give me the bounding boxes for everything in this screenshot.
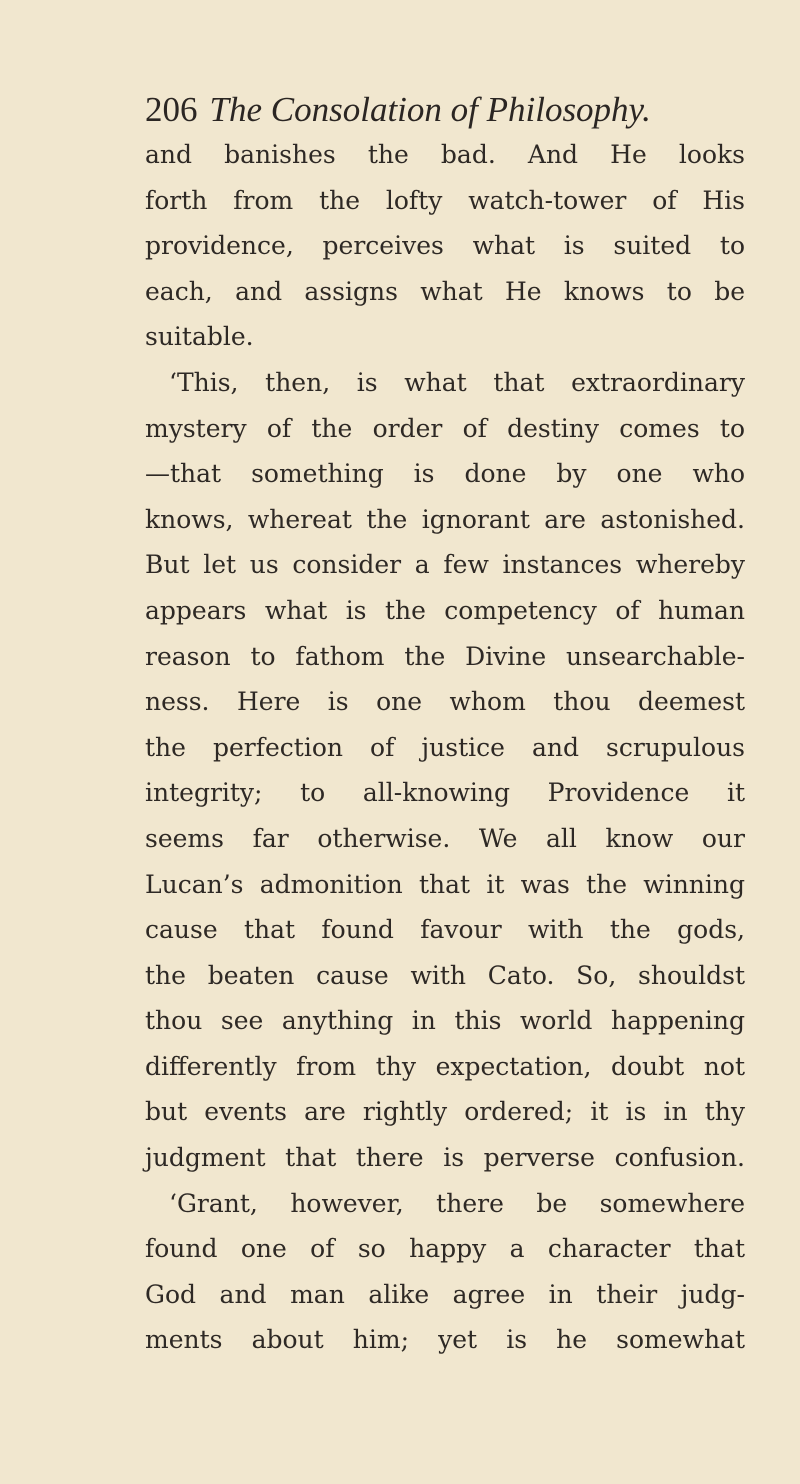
text-line: ments about him; yet is he somewhat <box>145 1325 745 1355</box>
text-line: reason to fathom the Divine unsearchable- <box>145 641 745 671</box>
body-text <box>145 132 745 1363</box>
text-line: thou see anything in this world happening <box>145 1006 745 1036</box>
text-line: and banishes the bad. And He looks <box>145 140 745 169</box>
text-line: the beaten cause with Cato. So, shouldst <box>145 960 745 990</box>
text-line: mystery of the order of destiny comes to <box>145 413 745 443</box>
text-line: providence, perceives what is suited to <box>145 231 745 261</box>
text-line: knows, whereat the ignorant are astonished. <box>145 504 745 534</box>
text-line: integrity; to all-knowing Providence it <box>145 778 745 808</box>
text-line: ‘This, then, is what that extraordinary <box>169 367 745 397</box>
text-line: —that something is done by one who <box>145 459 745 489</box>
text-line: differently from thy expectation, doubt not <box>145 1051 745 1081</box>
text-line: appears what is the competency of human <box>145 595 745 625</box>
text-line: ‘Grant, however, there be somewhere <box>169 1188 745 1218</box>
text-line: but events are rightly ordered; it is in thy <box>145 1097 745 1127</box>
text-line: each, and assigns what He knows to be <box>145 276 745 306</box>
text-line: But let us consider a few instances whereby <box>145 550 745 580</box>
text-line: Lucan’s admonition that it was the winning <box>145 869 745 899</box>
text-line: judgment that there is perverse confusion. <box>145 1143 745 1173</box>
text-line: found one of so happy a character that <box>145 1234 745 1264</box>
text-line: suitable. <box>145 322 254 352</box>
running-title: The Consolation of Philosophy. <box>209 90 651 129</box>
text-line: cause that found favour with the gods, <box>145 915 745 945</box>
text-line: forth from the lofty watch-tower of His <box>145 185 745 215</box>
text-line: God and man alike agree in their judg- <box>145 1279 745 1309</box>
page-number: 206 <box>145 90 198 129</box>
text-line: the perfection of justice and scrupulous <box>145 732 745 762</box>
text-line: seems far otherwise. We all know our <box>145 823 745 853</box>
text-line: ness. Here is one whom thou deemest <box>145 687 745 717</box>
